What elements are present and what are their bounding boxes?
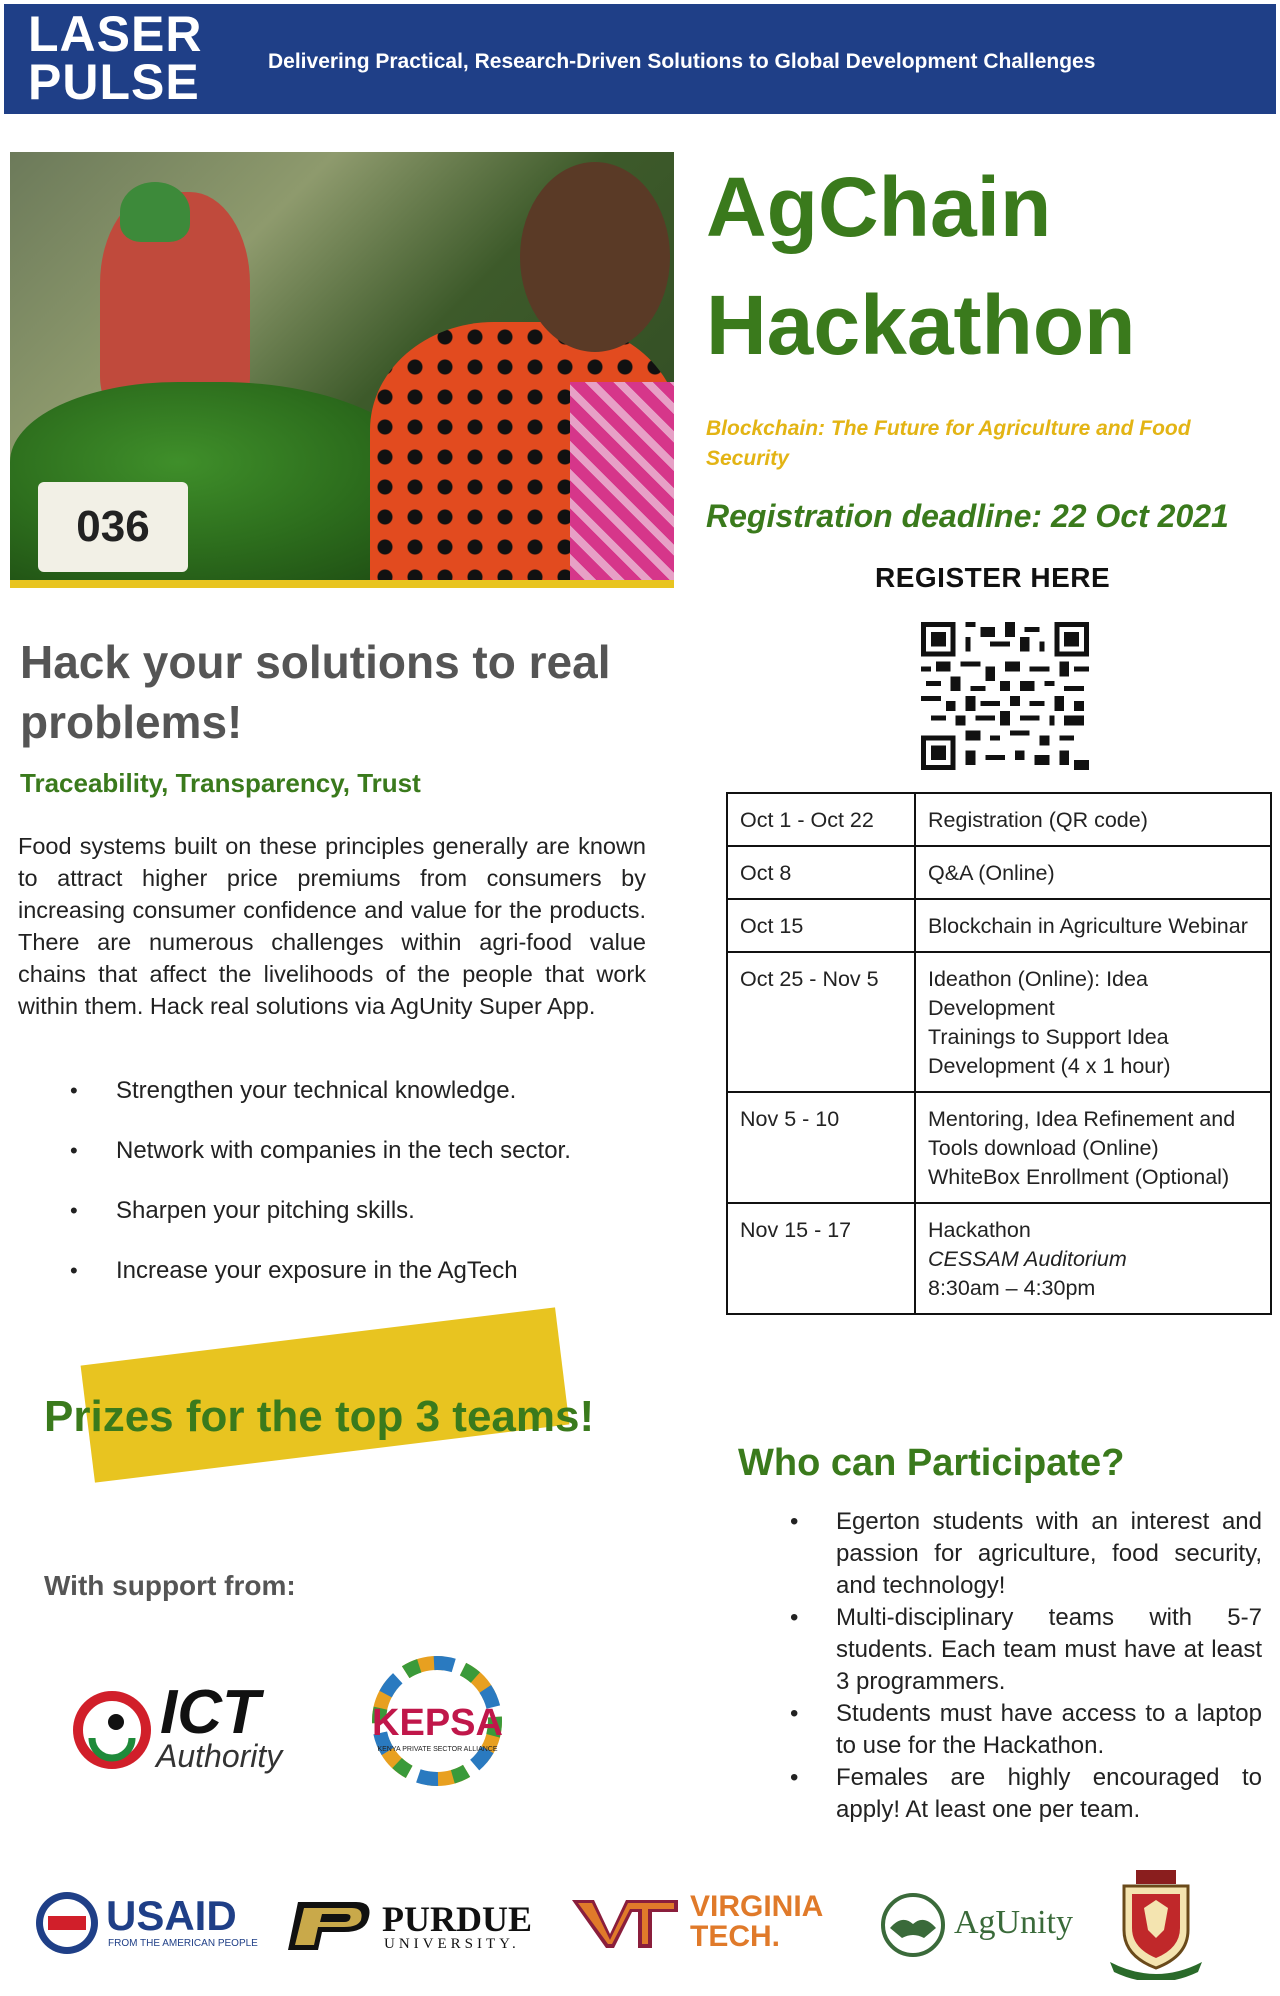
schedule-event	[915, 793, 1271, 846]
list-item: • Strengthen your technical knowledge.	[70, 1078, 650, 1104]
purdue-logo-text: PURDUE	[382, 1899, 532, 1939]
virginia-tech-logo	[570, 1892, 850, 1956]
photo-underline	[10, 580, 674, 588]
qr-code-icon[interactable]	[920, 622, 1090, 770]
list-item: • Students must have access to a laptop to use for the Hackathon.	[790, 1698, 1262, 1762]
table-row	[727, 1203, 1271, 1314]
vt-line-2: TECH.	[690, 1920, 780, 1953]
schedule-event-line: WhiteBox Enrollment (Optional)	[928, 1165, 1230, 1189]
schedule-venue: CESSAM Auditorium	[928, 1247, 1127, 1271]
participate-list	[790, 1506, 1262, 1826]
schedule-event-line: Ideathon (Online): Idea Development	[928, 967, 1148, 1020]
table-row	[727, 1092, 1271, 1203]
ict-swirl-icon	[70, 1680, 156, 1776]
brand-line-2: PULSE	[28, 54, 200, 110]
event-title-line-2: Hackathon	[706, 278, 1136, 372]
schedule-time: 8:30am – 4:30pm	[928, 1276, 1096, 1300]
event-title-line-1: AgChain	[706, 160, 1052, 254]
intro-body: Food systems built on these principles generally are known to attract higher price premiums from consumers by increasing consumer confidence and value for the products. There are numerous challenges within agri-food value chains that affect the livelihoods of the people that work within them. Hack real solutions via AgUnity Super App.	[18, 833, 646, 1019]
photo-face	[520, 162, 670, 352]
schedule-date: Nov 15 - 17	[727, 1203, 915, 1314]
list-item: • Network with companies in the tech sector.	[70, 1138, 650, 1164]
ict-logo-text: ICT	[160, 1678, 260, 1747]
benefits-list	[70, 1078, 650, 1318]
usaid-logo-text: USAID	[106, 1892, 237, 1939]
schedule-event	[915, 952, 1271, 1092]
usaid-logo	[34, 1890, 264, 1960]
agunity-handshake-icon	[880, 1892, 946, 1958]
list-item: • Females are highly encouraged to apply! At least one per team.	[790, 1762, 1262, 1826]
crest-shield-icon	[1106, 1868, 1206, 1980]
schedule-event	[915, 1203, 1271, 1314]
agunity-logo-text: AgUnity	[954, 1904, 1073, 1941]
schedule-event-line: Q&A (Online)	[928, 861, 1055, 885]
schedule-event	[915, 899, 1271, 952]
kepsa-logo-subtext: KENYA PRIVATE SECTOR ALLIANCE	[377, 1746, 498, 1753]
schedule-event	[915, 846, 1271, 899]
schedule-date: Oct 25 - Nov 5	[727, 952, 915, 1092]
registration-deadline: Registration deadline: 22 Oct 2021	[706, 498, 1229, 534]
list-item: • Egerton students with an interest and passion for agriculture, food security, and technology!	[790, 1506, 1262, 1602]
schedule-date: Oct 8	[727, 846, 915, 899]
hero-photo	[10, 152, 674, 580]
intro-pillars: Traceability, Transparency, Trust	[20, 768, 421, 798]
usaid-logo-subtext: FROM THE AMERICAN PEOPLE	[108, 1938, 258, 1949]
list-item: • Sharpen your pitching skills.	[70, 1198, 650, 1224]
schedule-event-line: Hackathon	[928, 1218, 1031, 1242]
ict-logo-subtext: Authority	[156, 1738, 283, 1774]
schedule-event-line: Mentoring, Idea Refinement and Tools download (Online)	[928, 1107, 1236, 1160]
schedule-event-line: Trainings to Support Idea Development (4 x 1 hour)	[928, 1025, 1171, 1078]
schedule-date: Oct 15	[727, 899, 915, 952]
schedule-table	[726, 792, 1272, 1315]
list-item: • Multi-disciplinary teams with 5-7 students. Each team must have at least 3 programmers.	[790, 1602, 1262, 1698]
virginia-tech-logo-text	[690, 1892, 823, 1952]
table-row	[727, 846, 1271, 899]
register-here-label: REGISTER HERE	[875, 562, 1111, 593]
photo-wrap	[570, 382, 674, 580]
vt-line-1: VIRGINIA	[690, 1890, 824, 1923]
agunity-logo	[880, 1892, 1090, 1958]
schedule-date: Oct 1 - Oct 22	[727, 793, 915, 846]
laser-pulse-logo	[28, 6, 203, 110]
schedule-event-line: Blockchain in Agriculture Webinar	[928, 914, 1248, 938]
participate-heading: Who can Participate?	[738, 1442, 1125, 1484]
schedule-event	[915, 1092, 1271, 1203]
kepsa-logo-text: KEPSA	[372, 1702, 503, 1744]
header-banner	[4, 4, 1276, 114]
support-label: With support from:	[44, 1570, 296, 1601]
table-row	[727, 899, 1271, 952]
photo-box-number: 036	[38, 482, 188, 572]
schedule-date: Nov 5 - 10	[727, 1092, 915, 1203]
table-row	[727, 952, 1271, 1092]
schedule-event-line: Registration (QR code)	[928, 808, 1148, 832]
event-subtitle: Blockchain: The Future for Agriculture and Food Security	[706, 417, 1191, 470]
tagline: Delivering Practical, Research-Driven Solutions to Global Development Challenges	[268, 50, 1096, 73]
intro-heading: Hack your solutions to real problems!	[20, 636, 611, 748]
vt-monogram-icon	[570, 1898, 680, 1950]
prizes-heading: Prizes for the top 3 teams!	[44, 1392, 595, 1441]
table-row	[727, 793, 1271, 846]
event-title	[706, 148, 1266, 384]
kepsa-logo	[370, 1654, 505, 1789]
purdue-logo	[286, 1896, 546, 1956]
egerton-university-crest-icon	[1106, 1868, 1206, 1980]
purdue-p-icon	[286, 1900, 374, 1952]
ict-authority-logo	[70, 1680, 300, 1780]
usaid-seal-icon	[34, 1890, 100, 1956]
brand-line-1: LASER	[28, 6, 203, 62]
photo-background-headscarf	[120, 182, 190, 242]
list-item: • Increase your exposure in the AgTech	[70, 1258, 650, 1284]
purdue-logo-subtext: UNIVERSITY.	[384, 1936, 520, 1952]
